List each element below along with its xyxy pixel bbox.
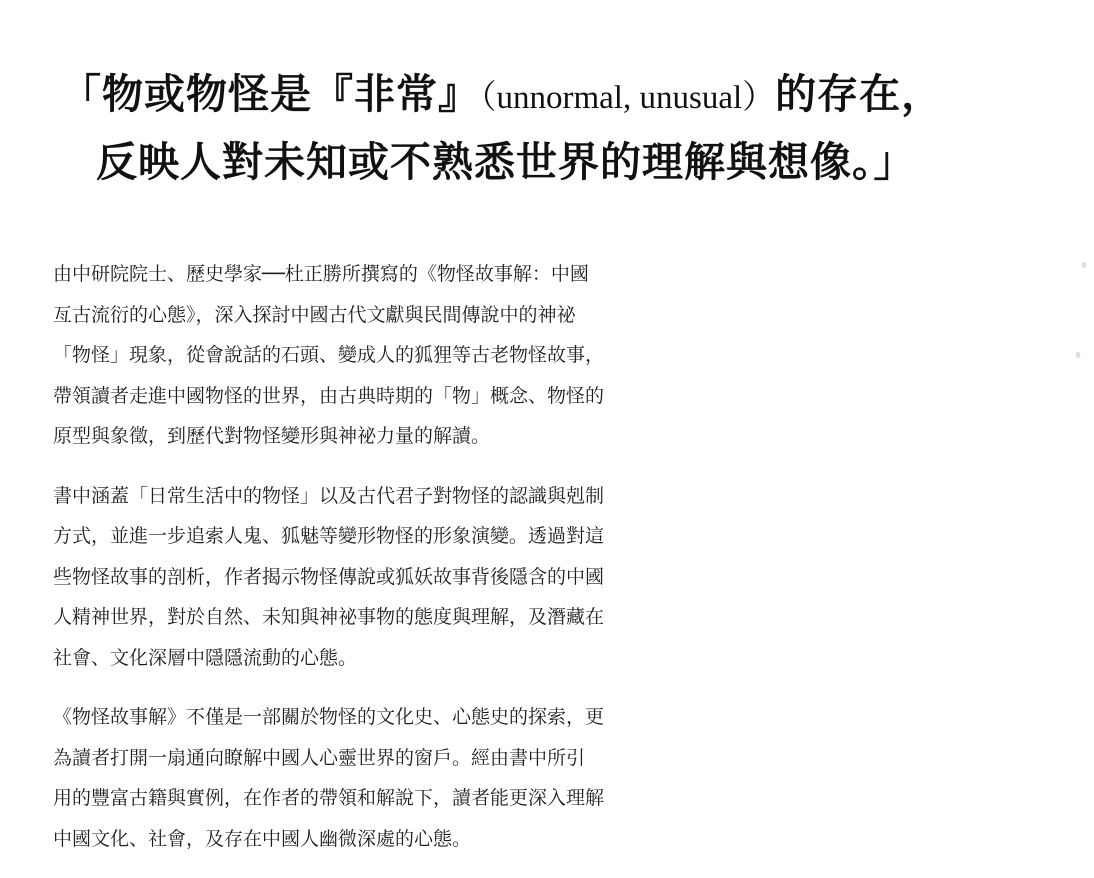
- pull-quote-line-1: [60, 62, 1060, 130]
- paragraph-2: [53, 476, 703, 679]
- paragraph-1: [53, 254, 703, 457]
- text-line: 「物怪」現象，從會說話的石頭、變成人的狐狸等古老物怪故事，: [53, 344, 605, 366]
- text-line: 人精神世界，對於自然、未知與神祕事物的態度與理解，及潛藏在: [53, 606, 605, 628]
- text-line: 由中研院院士、歷史學家──杜正勝所撰寫的《物怪故事解：中國: [53, 263, 589, 285]
- text-line: 社會、文化深層中隱隱流動的心態。: [53, 646, 358, 669]
- pull-quote-latin-gloss: （unnormal, unusual）: [480, 80, 776, 116]
- text-line: 帶領讀者走進中國物怪的世界，由古典時期的「物」概念、物怪的: [53, 384, 605, 407]
- body-text: [53, 254, 703, 878]
- pull-quote-line-1-start: 「物或物怪是『非常』: [60, 70, 480, 118]
- text-line: 方式，並進一步追索人鬼、狐魅等變形物怪的形象演變。透過對這: [53, 525, 605, 547]
- pull-quote: [60, 62, 1060, 194]
- text-line: 為讀者打開一扇通向瞭解中國人心靈世界的窗戶。經由書中所引: [53, 746, 586, 769]
- pull-quote-line-2: 反映人對未知或不熟悉世界的理解與想像。」: [96, 138, 916, 186]
- scan-speck: [1082, 262, 1086, 268]
- pull-quote-line-1-end: 的存在，: [775, 70, 944, 118]
- text-line: 亙古流衍的心態》，深入探討中國古代文獻與民間傳說中的神祕: [53, 303, 576, 326]
- scan-speck: [1076, 352, 1080, 358]
- text-line: 書中涵蓋「日常生活中的物怪」以及古代君子對物怪的認識與剋制: [53, 484, 605, 507]
- text-line: 《物怪故事解》不僅是一部關於物怪的文化史、心態史的探索，更: [53, 706, 605, 728]
- text-line: 些物怪故事的剖析，作者揭示物怪傳說或狐妖故事背後隱含的中國: [53, 565, 605, 588]
- text-line: 原型與象徵，到歷代對物怪變形與神祕力量的解讀。: [53, 425, 491, 447]
- paragraph-3: [53, 697, 703, 859]
- text-line: 用的豐富古籍與實例，在作者的帶領和解說下，讀者能更深入理解: [53, 787, 605, 809]
- text-line: 中國文化、社會，及存在中國人幽微深處的心態。: [53, 827, 472, 850]
